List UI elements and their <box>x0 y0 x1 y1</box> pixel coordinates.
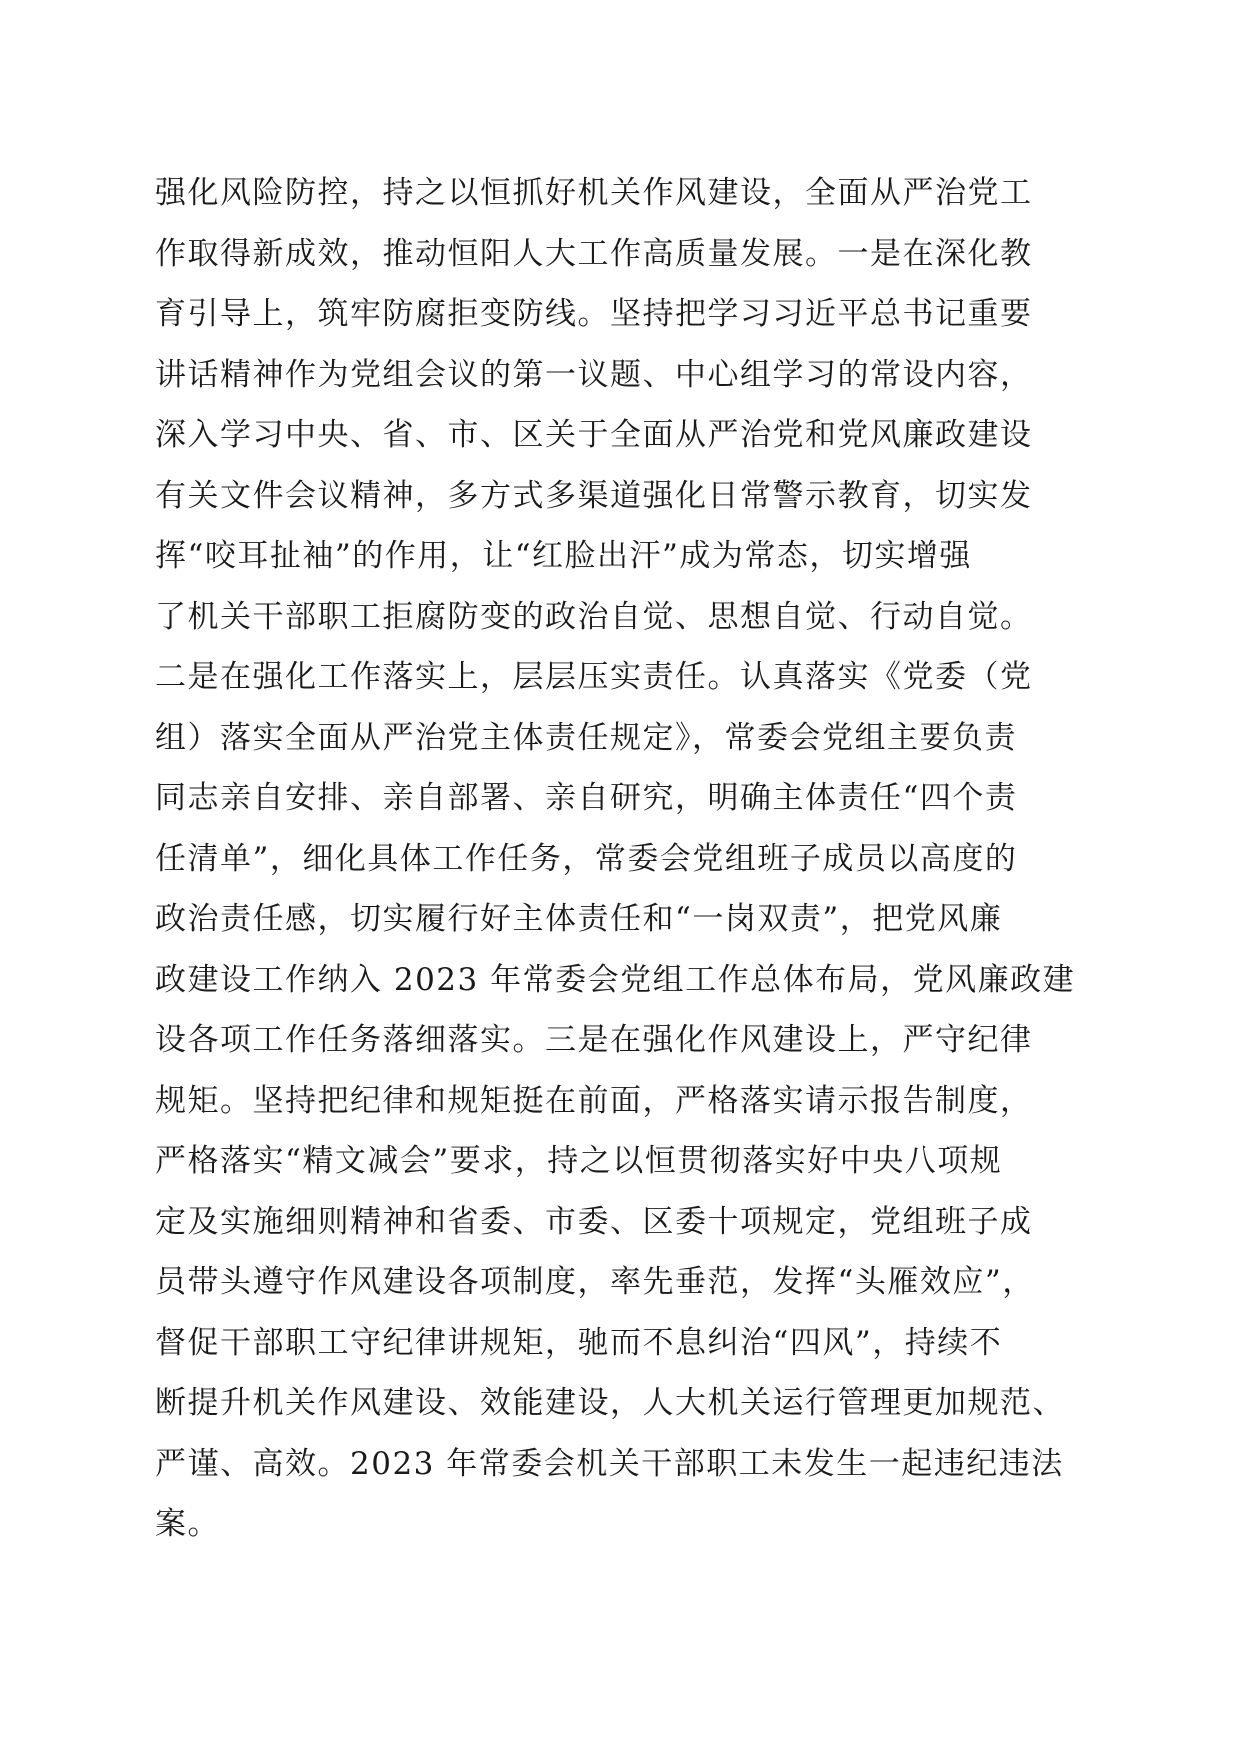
paragraph-line: 同志亲自安排、亲自部署、亲自研究，明确主体责任“四个责 <box>155 780 1018 816</box>
paragraph-line: 严谨、高效。2023 年常委会机关干部职工未发生一起违纪违法 <box>155 1445 1064 1482</box>
paragraph-line: 了机关干部职工拒腐防变的政治自觉、思想自觉、行动自觉。 <box>155 598 1033 635</box>
paragraph-line: 政治责任感，切实履行好主体责任和“一岗双责”，把党风廉 <box>155 901 1003 937</box>
paragraph-line: 深入学习中央、省、市、区关于全面从严治党和党风廉政建设 <box>155 417 1033 453</box>
body-paragraph <box>155 163 1085 1555</box>
paragraph-line: 严格落实“精文减会”要求，持之以恒贯彻落实好中央八项规 <box>155 1143 1003 1179</box>
paragraph-line: 有关文件会议精神，多方式多渠道强化日常警示教育，切实发 <box>155 477 1033 514</box>
paragraph-line: 规矩。坚持把纪律和规矩挺在前面，严格落实请示报告制度， <box>155 1082 1033 1119</box>
paragraph-line: 任清单”，细化具体工作任务，常委会党组班子成员以高度的 <box>155 840 1018 877</box>
paragraph-line: 督促干部职工守纪律讲规矩，驰而不息纠治“四风”，持续不 <box>155 1324 1003 1361</box>
paragraph-line: 设各项工作任务落细落实。三是在强化作风建设上，严守纪律 <box>155 1022 1033 1058</box>
paragraph-line: 定及实施细则精神和省委、市委、区委十项规定，党组班子成 <box>155 1203 1033 1240</box>
paragraph-line: 挥“咬耳扯袖”的作用，让“红脸出汗”成为常态，切实增强 <box>155 538 972 574</box>
paragraph-line: 员带头遵守作风建设各项制度，率先垂范，发挥“头雁效应”， <box>155 1264 1035 1300</box>
paragraph-line: 组）落实全面从严治党主体责任规定》，常委会党组主要负责 <box>155 719 1017 756</box>
paragraph-line: 案。 <box>155 1506 220 1542</box>
paragraph-line: 作取得新成效，推动恒阳人大工作高质量发展。一是在深化教 <box>155 235 1033 272</box>
paragraph-line: 二是在强化工作落实上，层层压实责任。认真落实《党委（党 <box>155 659 1033 695</box>
paragraph-line: 政建设工作纳入 2023 年常委会党组工作总体布局，党风廉政建 <box>155 961 1076 998</box>
paragraph-line: 讲话精神作为党组会议的第一议题、中心组学习的常设内容， <box>155 356 1033 393</box>
paragraph-line: 育引导上，筑牢防腐拒变防线。坚持把学习习近平总书记重要 <box>155 296 1033 332</box>
paragraph-line: 断提升机关作风建设、效能建设，人大机关运行管理更加规范、 <box>155 1385 1065 1421</box>
paragraph-line: 强化风险防控，持之以恒抓好机关作风建设，全面从严治党工 <box>155 175 1033 211</box>
